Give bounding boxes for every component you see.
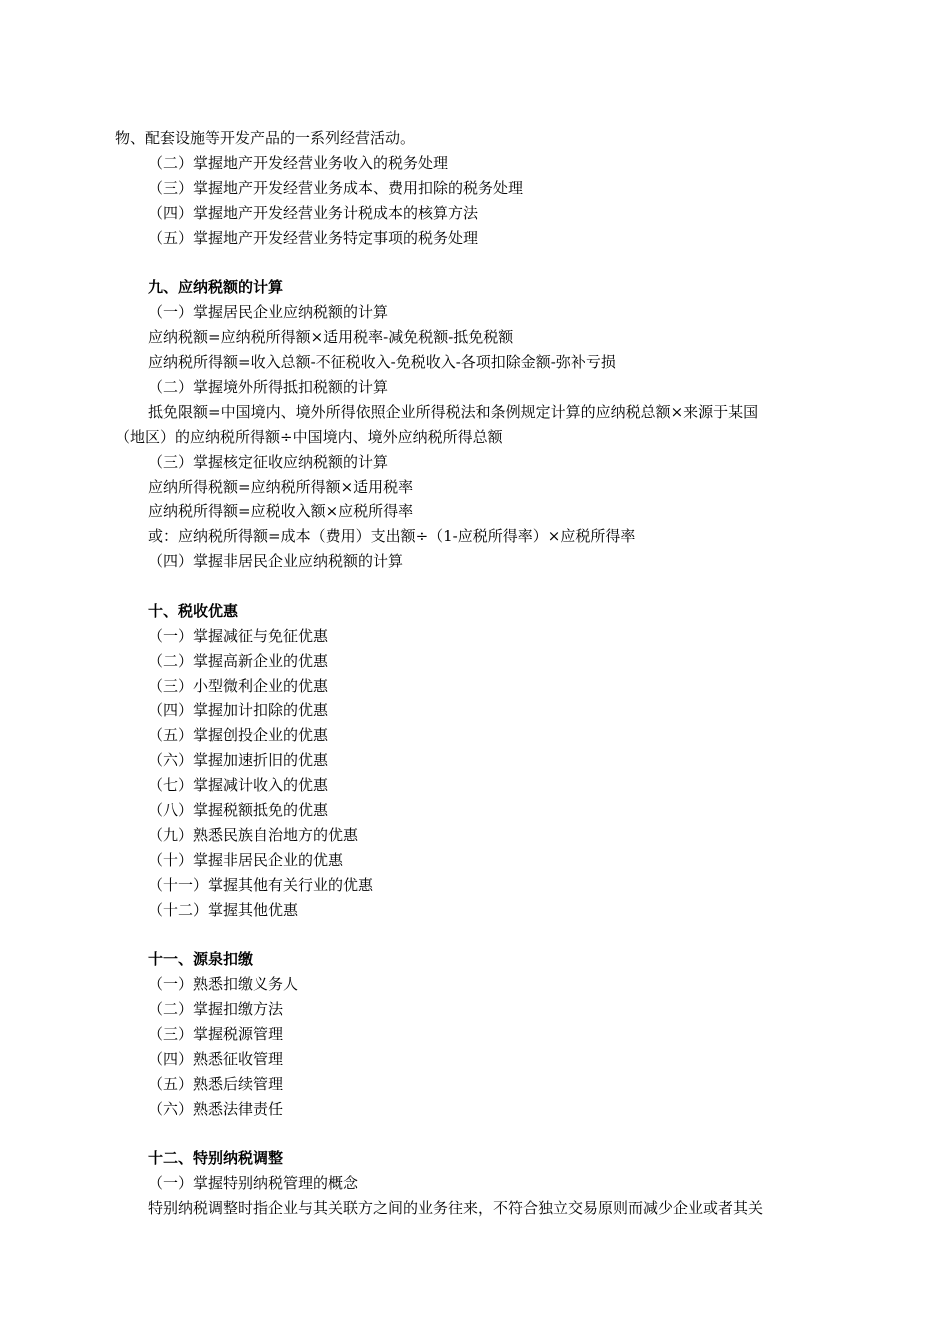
formula-text: 或：应纳税所得额=成本（费用）支出额÷（1-应税所得率）×应税所得率 <box>148 527 636 545</box>
formula-text: 应纳税额=应纳税所得额×适用税率-减免税额-抵免税额 <box>148 328 514 346</box>
list-item: （四）掌握地产开发经营业务计税成本的核算方法 <box>148 204 479 222</box>
section-heading: 十二、特别纳税调整 <box>148 1149 284 1167</box>
list-item: （二）掌握扣缴方法 <box>148 1000 284 1018</box>
list-item: （八）掌握税额抵免的优惠 <box>148 801 329 819</box>
list-item: （六）掌握加速折旧的优惠 <box>148 751 329 769</box>
formula-text: 抵免限额=中国境内、境外所得依照企业所得税法和条例规定计算的应纳税总额×来源于某国 <box>148 403 759 421</box>
list-item: （一）掌握居民企业应纳税额的计算 <box>148 303 389 321</box>
list-item: （一）熟悉扣缴义务人 <box>148 975 299 993</box>
list-item: （七）掌握减计收入的优惠 <box>148 776 329 794</box>
list-item: （六）熟悉法律责任 <box>148 1100 284 1118</box>
list-item: （三）掌握税源管理 <box>148 1025 284 1043</box>
formula-text: （地区）的应纳税所得额÷中国境内、境外应纳税所得总额 <box>115 428 503 446</box>
list-item: （二）掌握地产开发经营业务收入的税务处理 <box>148 154 449 172</box>
list-item: （一）掌握减征与免征优惠 <box>148 627 329 645</box>
formula-text: 应纳所得税额=应纳税所得额×适用税率 <box>148 478 414 496</box>
list-item: （三）掌握地产开发经营业务成本、费用扣除的税务处理 <box>148 179 524 197</box>
body-text: 特别纳税调整时指企业与其关联方之间的业务往来，不符合独立交易原则而减少企业或者其关 <box>148 1199 764 1217</box>
list-item: （十）掌握非居民企业的优惠 <box>148 851 344 869</box>
formula-text: 应纳税所得额=应税收入额×应税所得率 <box>148 502 414 520</box>
list-item: （四）掌握非居民企业应纳税额的计算 <box>148 552 404 570</box>
list-item: （四）掌握加计扣除的优惠 <box>148 701 329 719</box>
list-item: （五）掌握创投企业的优惠 <box>148 726 329 744</box>
list-item: （二）掌握境外所得抵扣税额的计算 <box>148 378 389 396</box>
list-item: （三）小型微利企业的优惠 <box>148 677 329 695</box>
list-item: （十二）掌握其他优惠 <box>148 901 299 919</box>
list-item: （一）掌握特别纳税管理的概念 <box>148 1174 359 1192</box>
formula-text: 应纳税所得额=收入总额-不征税收入-免税收入-各项扣除金额-弥补亏损 <box>148 353 616 371</box>
section-heading: 九、应纳税额的计算 <box>148 278 284 296</box>
list-item: （五）熟悉后续管理 <box>148 1075 284 1093</box>
section-heading: 十、税收优惠 <box>148 602 239 620</box>
list-item: （三）掌握核定征收应纳税额的计算 <box>148 453 389 471</box>
list-item: （四）熟悉征收管理 <box>148 1050 284 1068</box>
list-item: （十一）掌握其他有关行业的优惠 <box>148 876 374 894</box>
continuation-text: 物、配套设施等开发产品的一系列经营活动。 <box>115 129 416 147</box>
list-item: （二）掌握高新企业的优惠 <box>148 652 329 670</box>
list-item: （五）掌握地产开发经营业务特定事项的税务处理 <box>148 229 479 247</box>
section-heading: 十一、源泉扣缴 <box>148 950 254 968</box>
list-item: （九）熟悉民族自治地方的优惠 <box>148 826 359 844</box>
